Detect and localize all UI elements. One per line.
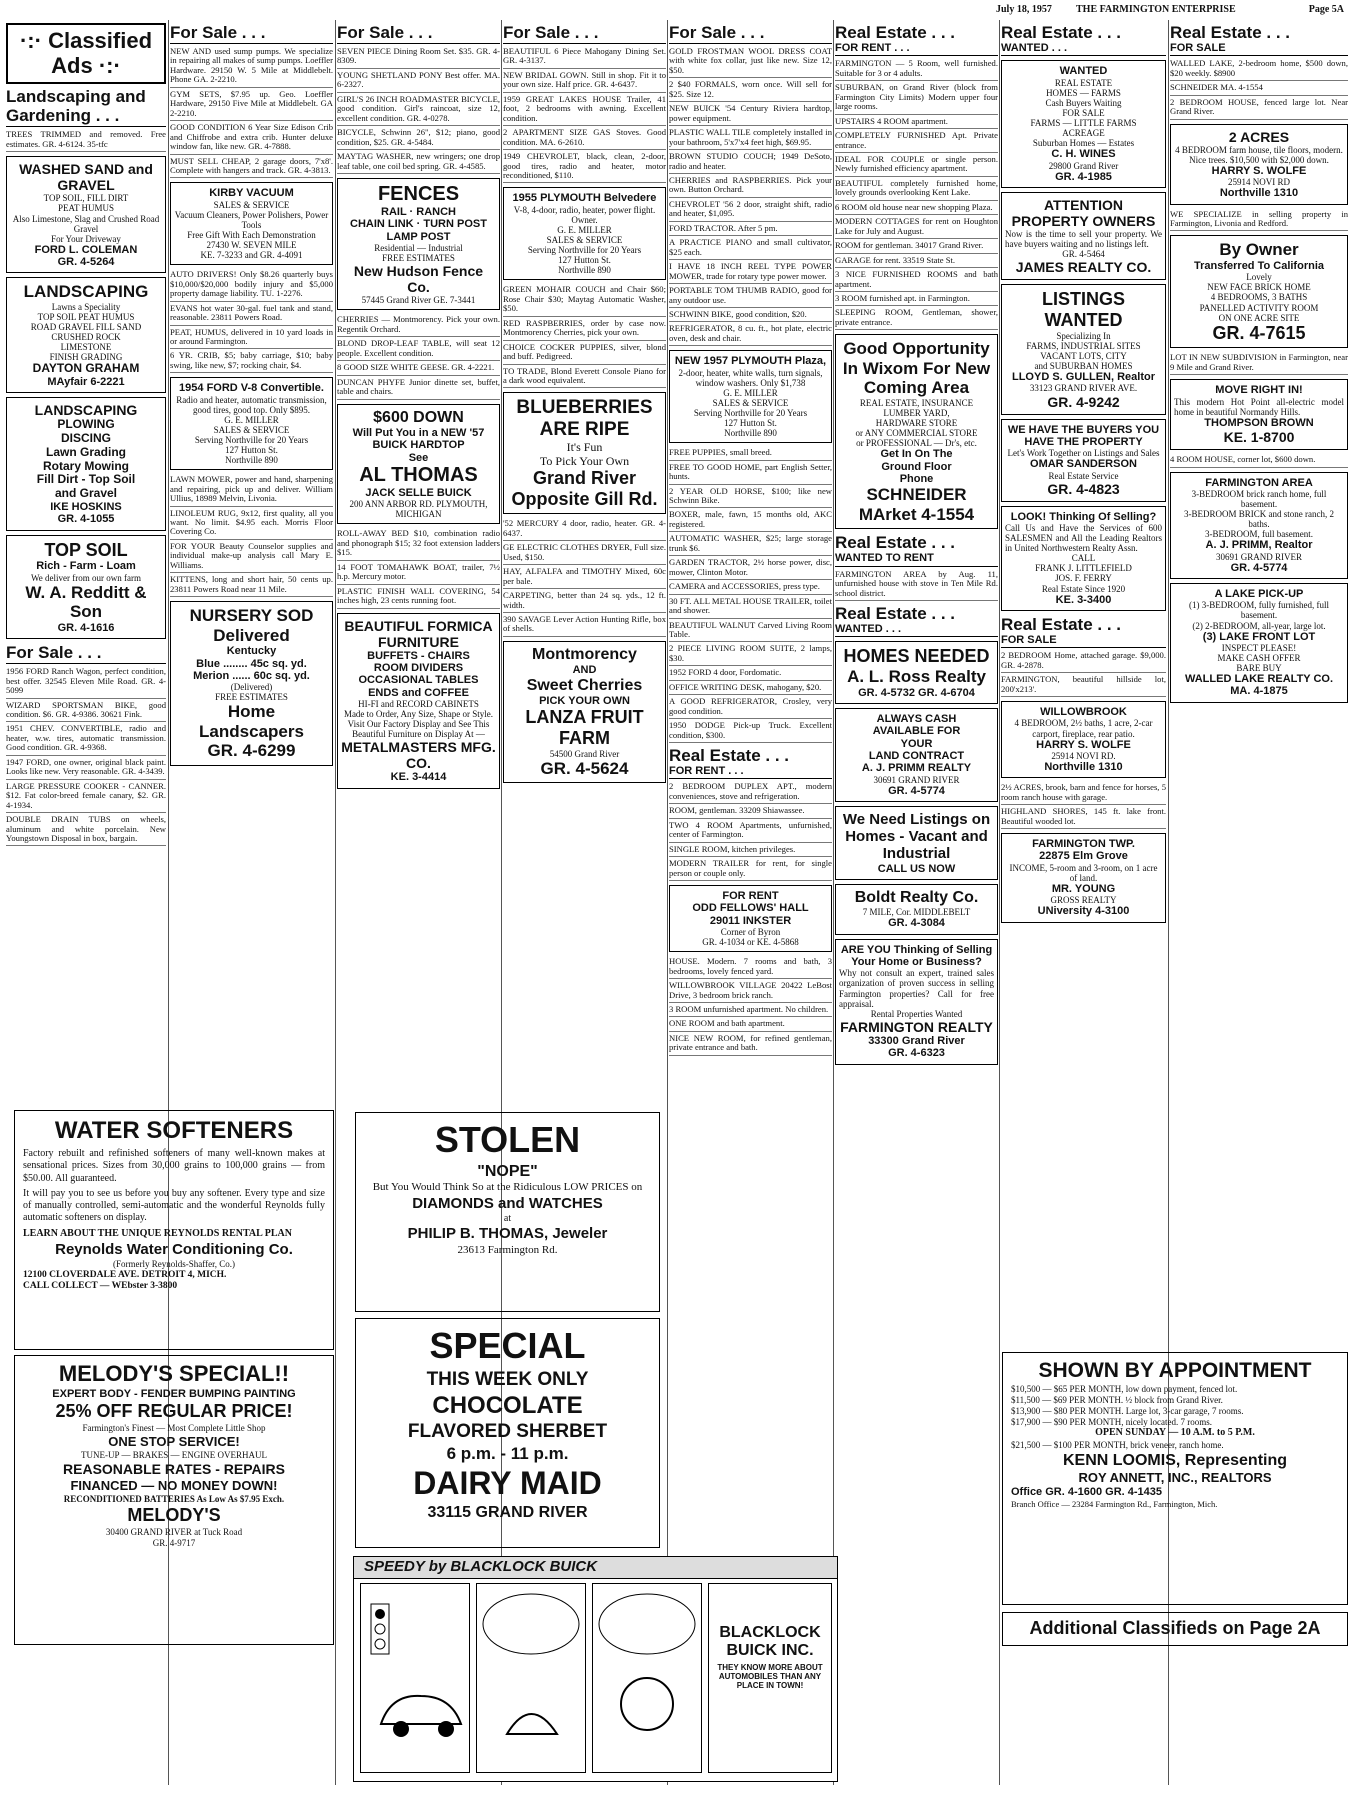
section-head-wanted: Real Estate . . . WANTED . . . — [835, 604, 998, 637]
speech-bubble-icon — [477, 1584, 585, 1772]
ad-item: NEW AND used sump pumps. We specialize in repairing all makes of sump pumps. Loeffler Hardware. 29150 W. 5 Mile at Middlebelt. Phone GA. 2-2210. — [170, 46, 333, 88]
section-head-forsale: Real Estate . . . FOR SALE — [1001, 615, 1166, 648]
column-rule — [833, 20, 834, 1785]
ad-item: GYM SETS, $7.95 up. Geo. Loeffler Hardware, 29150 Five Mile at Middlebelt. GA 2-2210. — [170, 89, 333, 121]
ad-item: GOOD CONDITION 6 Year Size Edison Crib and Chiffrobe and extra crib. Hunter deluxe window fan, like new. GR. 4-7888. — [170, 122, 333, 154]
column-rule — [999, 20, 1000, 1785]
ad-item: 6 YR. CRIB, $5; baby carriage, $10; baby swing, like new, $7; rocking chair, $4. — [170, 350, 333, 373]
ad-box-farmington-realty: ARE YOU Thinking of Selling Your Home or Business? Why not consult an expert, trained sales organization of proven success in selling Farmington properties? Call for free appraisal. Rental Properties Wanted FARMINGTON REALTY 33300 Grand River GR. 4-6323 — [835, 939, 998, 1065]
ad-item: FREE TO GOOD HOME, part English Setter, hunts. — [669, 462, 832, 485]
ad-item: CHERRIES — Montmorency. Pick your own. Regentik Orchard. — [337, 314, 500, 337]
ad-box-farmington-area: FARMINGTON AREA 3-BEDROOM brick ranch home, full basement. 3-BEDROOM BRICK and stone ranch, 2 baths. 3-BEDROOM, full basement. A. J. PRIMM, Realtor 30691 GRAND RIVER GR. 4-5774 — [1170, 472, 1348, 579]
ad-item: WE SPECIALIZE in selling property in Farmington, Livonia and Redford. — [1170, 209, 1348, 232]
ad-item: COMPLETELY FURNISHED Apt. Private entrance. — [835, 130, 998, 153]
header-date: July 18, 1957 — [996, 4, 1052, 15]
ad-item: 2 BEDROOM Home, attached garage. $9,000. GR. 4-2878. — [1001, 650, 1166, 673]
ad-box-plymouth57: NEW 1957 PLYMOUTH Plaza, 2-door, heater, white walls, turn signals, window washers. Only $1,738 G. E. MILLER SALES & SERVICE Serving Northville for 20 Years 127 Hutton St. Northville 890 — [669, 350, 832, 443]
water-plan: LEARN ABOUT THE UNIQUE REYNOLDS RENTAL PLAN — [23, 1228, 292, 1240]
ad-item: BOXER, male, fawn, 15 months old, AKC registered. — [669, 509, 832, 532]
comic-panel — [476, 1583, 586, 1773]
ad-item: TWO 4 ROOM Apartments, unfurnished, center of Farmington. — [669, 820, 832, 843]
ad-box-buyers: WE HAVE THE BUYERS YOU HAVE THE PROPERTY Let's Work Together on Listings and Sales OMAR SANDERSON Real Estate Service GR. 4-4823 — [1001, 419, 1166, 502]
ad-item: FARMINGTON — 5 Room, well furnished. Suitable for 3 or 4 adults. — [835, 58, 998, 81]
water-addr: 12100 CLOVERDALE AVE. DETROIT 4, MICH. — [23, 1269, 227, 1280]
ad-item: CHERRIES and RASPBERRIES. Pick your own. Button Orchard. — [669, 175, 832, 198]
ad-item: A PRACTICE PIANO and small cultivator, $25 each. — [669, 237, 832, 260]
ad-item: 390 SAVAGE Lever Action Hunting Rifle, box of shells. — [503, 614, 666, 637]
ad-box-wines: WANTED REAL ESTATE HOMES — FARMS Cash Buyers Waiting FOR SALE FARMS — LITTLE FARMS ACREAGE Suburban Homes — Estates C. H. WINES 29800 Grand River GR. 4-1985 — [1001, 60, 1166, 188]
ad-item: GIRL'S 26 INCH ROADMASTER BICYCLE, good condition. Girl's raincoat, size 12, excellent condition. GR. 4-0278. — [337, 94, 500, 126]
section-head: Real Estate . . . FOR SALE — [1170, 23, 1348, 56]
ad-item: SCHNEIDER MA. 4-1554 — [1170, 82, 1348, 95]
column-2 — [170, 20, 333, 1070]
ad-item: 1952 FORD 4 door, Fordomatic. — [669, 667, 832, 680]
ad-item: AUTOMATIC WASHER, $25; large storage trunk $6. — [669, 533, 832, 556]
ad-box-attention: ATTENTION PROPERTY OWNERS Now is the time to sell your property. We have buyers waiting and no listings left. GR. 4-5464 JAMES REALTY CO. — [1001, 192, 1166, 281]
ad-item: 2 BEDROOM DUPLEX APT., modern conveniences, stove and refrigeration. — [669, 781, 832, 804]
ad-box-need-listings: We Need Listings on Homes - Vacant and Industrial CALL US NOW — [835, 806, 998, 880]
traffic-light-car-icon — [361, 1584, 469, 1772]
ad-box-buick: $600 DOWN Will Put You in a NEW '57 BUICK HARDTOP See AL THOMAS JACK SELLE BUICK 200 ANN ARBOR RD. PLYMOUTH, MICHIGAN — [337, 404, 500, 525]
ad-item: GARAGE for rent. 33519 State St. — [835, 255, 998, 268]
ad-box-nursery: NURSERY SOD Delivered Kentucky Blue ........ 45c sq. yd. Merion ...... 60c sq. yd. (Delivered) FREE ESTIMATES Home Landscapers GR. 4-6299 — [170, 601, 333, 766]
more-classifieds-notice: Additional Classifieds on Page 2A — [1002, 1612, 1348, 1646]
ad-item: MAYTAG WASHER, new wringers; one drop leaf table, one coil bed spring. GR. 4-4585. — [337, 151, 500, 174]
ad-stolen: STOLEN "NOPE" But You Would Think So at the Ridiculous LOW PRICES on DIAMONDS and WATCHES at PHILIP B. THOMAS, Jeweler 23613 Farmington Rd. — [355, 1112, 660, 1312]
ad-item: WILLOWBROOK VILLAGE 20422 LeBost Drive, 3 bedroom brick ranch. — [669, 980, 832, 1003]
ad-item: RED RASPBERRIES, order by case now. Montmorency Cherries, pick your own. — [503, 318, 666, 341]
ad-appointment: SHOWN BY APPOINTMENT $10,500 — $65 PER MONTH, low down payment, fenced lot. $11,500 — $69 PER MONTH. ½ block from Grand River. $13,900 — $80 PER MONTH. Large lot, 3-car garage, 7 rooms. $17,900 — $90 PER MONTH, nicely located. 7 rooms. OPEN SUNDAY — 10 A.M. to 5 P.M. $21,500 — $100 PER MONTH, brick veneer, ranch home. KENN LOOMIS, Representing ROY ANNETT, INC., REALTORS Office GR. 4-1600 GR. 4-1435 Branch Office — 23284 Farmington Rd., Farmington, Mich. — [1002, 1352, 1348, 1605]
ad-item: BROWN STUDIO COUCH; 1949 DeSoto, radio and heater. — [669, 151, 832, 174]
ad-item: '52 MERCURY 4 door, radio, heater. GR. 4-6437. — [503, 518, 666, 541]
ad-box-fences: FENCES RAIL · RANCH CHAIN LINK · TURN POST LAMP POST Residential — Industrial FREE ESTIMATES New Hudson Fence Co. 57445 Grand River GE. 7-3441 — [337, 178, 500, 310]
ad-box-ford: 1954 FORD V-8 Convertible. Radio and heater, automatic transmission, good tires, good top. Only $895. G. E. MILLER SALES & SERVICE Serving Northville for 20 Years 127 Hutton St. Northville 890 — [170, 377, 333, 470]
ad-item: 1950 DODGE Pick-up Truck. Excellent condition, $300. — [669, 720, 832, 743]
ad-item: 1956 FORD Ranch Wagon, perfect condition, best offer. 32545 Eleven Mile Road. GR. 4-5099 — [6, 666, 166, 698]
ad-item: DUNCAN PHYFE Junior dinette set, buffet, table and chairs. — [337, 377, 500, 400]
ad-item: HAY, ALFALFA and TIMOTHY Mixed, 60c per bale. — [503, 566, 666, 589]
ad-item: MODERN TRAILER for rent, for single person or couple only. — [669, 858, 832, 881]
ad-item: BEAUTIFUL 6 Piece Mahogany Dining Set. GR. 4-3137. — [503, 46, 666, 69]
header-page: Page 5A — [1308, 4, 1344, 15]
ad-item: FARMINGTON, beautiful hillside lot, 200'x213'. — [1001, 674, 1166, 697]
ad-box-by-owner: By Owner Transferred To California Lovely NEW FACE BRICK HOME 4 BEDROOMS, 3 BATHS PANELLED ACTIVITY ROOM ON ONE ACRE SITE GR. 4-7615 — [1170, 235, 1348, 348]
column-rule — [335, 20, 336, 1785]
column-5 — [669, 20, 832, 1510]
ad-box-cash: ALWAYS CASH AVAILABLE FOR YOUR LAND CONTRACT A. J. PRIMM REALTY 30691 GRAND RIVER GR. 4-5774 — [835, 708, 998, 802]
section-head: Real Estate . . . FOR RENT . . . — [835, 23, 998, 56]
ad-item: A GOOD REFRIGERATOR, Crosley, very good condition. — [669, 696, 832, 719]
ad-item: PORTABLE TOM THUMB RADIO, good for any outdoor use. — [669, 285, 832, 308]
ad-item: MODERN COTTAGES for rent on Houghton Lake for July and August. — [835, 216, 998, 239]
ad-item: ONE ROOM and bath apartment. — [669, 1018, 832, 1031]
ad-item: CARPETING, better than 24 sq. yds., 12 ft. width. — [503, 590, 666, 613]
ad-item: SEVEN PIECE Dining Room Set. $35. GR. 4-8309. — [337, 46, 500, 69]
ad-box-wixom: Good Opportunity In Wixom For New Coming Area REAL ESTATE, INSURANCE LUMBER YARD, HARDWARE STORE or ANY COMMERCIAL STORE or PROFESSIONAL — Dr's, etc. Get In On The Ground Floor Phone SCHNEIDER MArket 4-1554 — [835, 334, 998, 529]
comic-panel — [592, 1583, 702, 1773]
ad-item: 2 APARTMENT SIZE GAS Stoves. Good condition. MA. 6-2610. — [503, 127, 666, 150]
ad-box-farmington-twp: FARMINGTON TWP. 22875 Elm Grove INCOME, 5-room and 3-room, on 1 acre of land. MR. YOUNG GROSS REALTY UNiversity 4-3100 — [1001, 833, 1166, 922]
ad-box-sand: WASHED SAND and GRAVEL TOP SOIL, FILL DIRT PEAT HUMUS Also Limestone, Slag and Crushed Road Gravel For Your Driveway FORD L. COLEMAN GR. 4-5264 — [6, 156, 166, 273]
ad-box-boldt: Boldt Realty Co. 7 MILE, Cor. MIDDLEBELT GR. 4-3084 — [835, 884, 998, 935]
ad-item: OFFICE WRITING DESK, mahogany, $20. — [669, 682, 832, 695]
ad-item: CHEVROLET '56 2 door, straight shift, radio and heater, $1,095. — [669, 199, 832, 222]
ad-item: 1951 CHEV. CONVERTIBLE, radio and heater, w.w. tires, automatic transmission. Good condition. GR. 4-9368. — [6, 723, 166, 755]
ad-item: 3 NICE FURNISHED ROOMS and bath apartment. — [835, 269, 998, 292]
ad-item: 2 YEAR OLD HORSE, $100; like new Schwinn Bike. — [669, 486, 832, 509]
ad-box-hall: FOR RENT ODD FELLOWS' HALL 29011 INKSTER Corner of Byron GR. 4-1034 or KE. 4-5868 — [669, 885, 832, 952]
comic-strip — [353, 1556, 838, 1782]
ad-item: 1949 CHEVROLET, black, clean, 2-door, good tires, radio and heater, motor reconditioned, $110. — [503, 151, 666, 183]
ad-item: GOLD FROSTMAN WOOL DRESS COAT with white fox collar, just like new. Size 12, $50. — [669, 46, 832, 78]
column-3 — [337, 20, 500, 1070]
ad-item: CHOICE COCKER PUPPIES, silver, blond and buff. Pedigreed. — [503, 342, 666, 365]
ad-item: FARMINGTON AREA by Aug. 11, unfurnished house with stove in Ten Mile Rd. school district. — [835, 569, 998, 601]
ad-item: I HAVE 18 INCH REEL TYPE POWER MOWER, trade for rotary type power mower. — [669, 261, 832, 284]
ad-item: REFRIGERATOR, 8 cu. ft., hot plate, electric oven, desk and chair. — [669, 323, 832, 346]
ad-item: LOT IN NEW SUBDIVISION in Farmington, near 9 Mile and Grand River. — [1170, 352, 1348, 375]
ad-box-cherries: Montmorency AND Sweet Cherries PICK YOUR OWN LANZA FRUIT FARM 54500 Grand River GR. 4-5624 — [503, 641, 666, 783]
comic-panel — [708, 1583, 832, 1773]
ad-box-plowing: LANDSCAPING PLOWING DISCING Lawn Grading Rotary Mowing Fill Dirt - Top Soil and Gravel IKE HOSKINS GR. 4-1055 — [6, 397, 166, 531]
ad-item: MUST SELL CHEAP, 2 garage doors, 7'x8'. Complete with hangers and track. GR. 4-3813. — [170, 156, 333, 179]
column-6 — [835, 20, 998, 1785]
section-head: For Sale . . . — [503, 23, 666, 44]
ad-item: NEW BUICK '54 Century Riviera hardtop, power equipment. — [669, 103, 832, 126]
water-sub: (Formerly Reynolds-Shaffer, Co.) — [113, 1258, 235, 1269]
ad-box-kirby: KIRBY VACUUM SALES & SERVICE Vacuum Cleaners, Power Polishers, Power Tools Free Gift With Each Demonstration 27430 W. SEVEN MILE KE. 7-3233 and GR. 4-4091 — [170, 182, 333, 265]
ad-item: ROLL-AWAY BED $10, combination radio and phonograph $15; 32 foot extension ladders $15. — [337, 528, 500, 560]
ad-item: 2½ ACRES, brook, barn and fence for horses, 5 room ranch house with garage. — [1001, 782, 1166, 805]
ad-item: 1959 GREAT LAKES HOUSE Trailer, 41 foot, 2 bedrooms with awning. Excellent condition. — [503, 94, 666, 126]
ad-item: 6 ROOM old house near new shopping Plaza. — [835, 202, 998, 215]
ad-item: FOR YOUR Beauty Counselor supplies and individual make-up analysis call Mary E. Williams. — [170, 541, 333, 573]
ad-box-topsoil: TOP SOIL Rich - Farm - Loam We deliver from our own farm W. A. Redditt & Son GR. 4-1616 — [6, 535, 166, 639]
section-head: For Sale . . . — [337, 23, 500, 44]
ad-item: IDEAL FOR COUPLE or single person. Newly furnished efficiency apartment. — [835, 154, 998, 177]
ad-special: SPECIAL THIS WEEK ONLY CHOCOLATE FLAVORED SHERBET 6 p.m. - 11 p.m. DAIRY MAID 33115 GRAND RIVER — [355, 1318, 660, 1548]
ad-item: ROOM, gentleman. 33209 Shiawassee. — [669, 805, 832, 818]
ad-item: EVANS hot water 30-gal. fuel tank and stand, reasonable. 23811 Powers Road. — [170, 303, 333, 326]
ad-item: 3 ROOM unfurnished apartment. No children. — [669, 1004, 832, 1017]
section-head: Real Estate . . . WANTED . . . — [1001, 23, 1166, 56]
section-head-forrent: Real Estate . . . FOR RENT . . . — [669, 746, 832, 779]
ad-item: BEAUTIFUL completely furnished home, lovely grounds overlooking Kent Lake. — [835, 178, 998, 201]
ad-item: BLOND DROP-LEAF TABLE, will seat 12 people. Excellent condition. — [337, 338, 500, 361]
ad-item: 3 ROOM furnished apt. in Farmington. — [835, 293, 998, 306]
column-1 — [6, 20, 166, 1080]
ad-box-2acres: 2 ACRES 4 BEDROOM farm house, tile floors, modern. Nice trees. $10,500 with $2,000 down. HARRY S. WOLFE 25914 NOVI RD Northville 1310 — [1170, 124, 1348, 205]
comic-sign-sub: THEY KNOW MORE ABOUT AUTOMOBILES THAN ANY PLACE IN TOWN! — [717, 1662, 823, 1690]
ad-item: HIGHLAND SHORES, 145 ft. lake front. Beautiful wooded lot. — [1001, 806, 1166, 829]
ad-item: 2 PIECE LIVING ROOM SUITE, 2 lamps, $30. — [669, 643, 832, 666]
comic-title: SPEEDY by BLACKLOCK BUICK — [354, 1557, 837, 1579]
ad-item: NICE NEW ROOM, for refined gentleman, private entrance and bath. — [669, 1033, 832, 1056]
comic-panel — [360, 1583, 470, 1773]
ad-item: UPSTAIRS 4 ROOM apartment. — [835, 116, 998, 129]
ad-item: CAMERA and ACCESSORIES, press type. — [669, 581, 832, 594]
ad-item: 2 BEDROOM HOUSE, fenced large lot. Near Grand River. — [1170, 97, 1348, 120]
ad-item: FREE PUPPIES, small breed. — [669, 447, 832, 460]
ad-item: NEW BRIDAL GOWN. Still in shop. Fit it to your own size. Half price. GR. 4-6437. — [503, 70, 666, 93]
ad-item: FORD TRACTOR. After 5 pm. — [669, 223, 832, 236]
cloud-bubble-icon — [593, 1584, 701, 1772]
ad-item: SUBURBAN, on Grand River (block from Farmington City Limits) Modern upper four large rooms. — [835, 82, 998, 114]
ad-item: PLASTIC WALL TILE completely installed in your bathroom, 5'x7'x4 feet high, $69.95. — [669, 127, 832, 150]
water-call: CALL COLLECT — WEbster 3-3800 — [23, 1281, 178, 1292]
ad-item: TO TRADE, Blond Everett Console Piano for a dark wood equivalent. — [503, 366, 666, 389]
ad-box-plymouth55: 1955 PLYMOUTH Belvedere V-8, 4-door, radio, heater, power flight. Owner. G. E. MILLER SALES & SERVICE Serving Northville for 20 Years 127 Hutton St. Northville 890 — [503, 187, 666, 280]
ad-item: AUTO DRIVERS! Only $8.26 quarterly buys $10,000/$20,000 bodily injury and $5,000 property damage liability. TU. 1-2276. — [170, 269, 333, 301]
section-head: For Sale . . . — [170, 23, 333, 44]
ad-item: HOUSE. Modern. 7 rooms and bath, 3 bedrooms, lovely fenced yard. — [669, 956, 832, 979]
masthead-title: ·:· Classified Ads ·:· — [6, 23, 166, 84]
ad-item: GARDEN TRACTOR, 2½ horse power, disc, mower, Clinton Motor. — [669, 557, 832, 580]
section-head-wanted-rent: Real Estate . . . WANTED TO RENT — [835, 533, 998, 566]
ad-item: SINGLE ROOM, kitchen privileges. — [669, 844, 832, 857]
header-paper: THE FARMINGTON ENTERPRISE — [1076, 4, 1236, 15]
ad-item: TREES TRIMMED and removed. Free estimates. GR. 4-6124. 35-tfc — [6, 129, 166, 152]
ad-item: YOUNG SHETLAND PONY Best offer. MA. 6-2327. — [337, 70, 500, 93]
ad-item: SCHWINN BIKE, good condition, $20. — [669, 309, 832, 322]
ad-item: ROOM for gentleman. 34017 Grand River. — [835, 240, 998, 253]
ad-item: BEAUTIFUL WALNUT Carved Living Room Table. — [669, 620, 832, 643]
ad-item: 8 GOOD SIZE WHITE GEESE. GR. 4-2221. — [337, 362, 500, 375]
ad-item: PLASTIC FINISH WALL COVERING, 54 inches high, 23 cents running foot. — [337, 586, 500, 609]
section-head-forsale: For Sale . . . — [6, 643, 166, 664]
ad-item: GE ELECTRIC CLOTHES DRYER, Full size. Used, $150. — [503, 542, 666, 565]
ad-item: DOUBLE DRAIN TUBS on wheels, aluminum and white porcelain. New Youngstown Disposal in box, bargain. — [6, 814, 166, 846]
ad-item: 4 ROOM HOUSE, corner lot, $600 down. — [1170, 454, 1348, 467]
ad-item: WALLED LAKE, 2-bedroom home, $500 down, $20 weekly. $8900 — [1170, 58, 1348, 81]
ad-item: GREEN MOHAIR COUCH and Chair $60; Rose Chair $30; Maytag Automatic Washer, $50. — [503, 284, 666, 316]
ad-item: LINOLEUM RUG, 9x12, first quality, all you want. No limit. $4.95 each. Morris Floor Covering Co. — [170, 508, 333, 540]
column-4 — [503, 20, 666, 1070]
water-p2: It will pay you to see us before you buy any softener. Every type and size of manually controlled, semi-automatic and the wonderful Reynolds fully automatic softeners on display. — [23, 1187, 325, 1224]
ad-box-formica: BEAUTIFUL FORMICA FURNITURE BUFFETS - CHAIRS ROOM DIVIDERS OCCASIONAL TABLES ENDS and COFFEE HI-FI and RECORD CABINETS Made to Order, Any Size, Shape or Style. Visit Our Factory Display and See This Beautiful Furniture on Display At — METALMASTERS MFG. CO. KE. 3-4414 — [337, 613, 500, 789]
ad-box-homes-needed: HOMES NEEDED A. L. Ross Realty GR. 4-5732 GR. 4-6704 — [835, 641, 998, 704]
page-header — [996, 4, 1344, 18]
section-head: For Sale . . . — [669, 23, 832, 44]
water-p1: Factory rebuilt and refinished softeners of many well-known makes at sensational prices. Sizes from 30,000 grains to 100,000 grains — from $50.00. All guaranteed. — [23, 1148, 325, 1184]
ad-melodys: MELODY'S SPECIAL!! EXPERT BODY - FENDER BUMPING PAINTING 25% OFF REGULAR PRICE! Farmington's Finest — Most Complete Little Shop ONE STOP SERVICE! TUNE-UP — BRAKES — ENGINE OVERHAUL REASONABLE RATES - REPAIRS FINANCED — NO MONEY DOWN! RECONDITIONED BATTERIES As Low As $7.95 Exch. MELODY'S 30400 GRAND RIVER at Tuck Road GR. 4-9717 — [14, 1355, 334, 1645]
ad-item: LAWN MOWER, power and hand, sharpening and repairing, pick up and deliver. William Ullius, 18989 Melvin, Livonia. — [170, 474, 333, 506]
water-title: WATER SOFTENERS — [54, 1117, 294, 1144]
ad-item: WIZARD SPORTSMAN BIKE, good condition. $6. GR. 4-9386. 30621 Fink. — [6, 700, 166, 723]
ad-item: SLEEPING ROOM, Gentleman, shower, private entrance. — [835, 307, 998, 330]
ad-box-listings: LISTINGS WANTED Specializing In FARMS, INDUSTRIAL SITES VACANT LOTS, CITY and SUBURBAN HOMES LLOYD S. GULLEN, Realtor 33123 GRAND RIVER AVE. GR. 4-9242 — [1001, 284, 1166, 414]
ad-item: BICYCLE, Schwinn 26", $12; piano, good condition, $25. GR. 4-5484. — [337, 127, 500, 150]
ad-box-move-in: MOVE RIGHT IN! This modern Hot Point all-electric model home in beautiful Normandy Hills. THOMPSON BROWN KE. 1-8700 — [1170, 379, 1348, 450]
ad-item: PEAT, HUMUS, delivered in 10 yard loads in or around Farmington. — [170, 327, 333, 350]
water-name: Reynolds Water Conditioning Co. — [55, 1240, 293, 1258]
ad-item: LARGE PRESSURE COOKER - CANNER. $12. Fat color-breed female canary, $2. GR. 4-1934. — [6, 781, 166, 813]
ad-item: 1947 FORD, one owner, original black paint. Looks like new. Very reasonable. GR. 4-3439. — [6, 757, 166, 780]
ad-item: 30 FT. ALL METAL HOUSE TRAILER, toilet and shower. — [669, 596, 832, 619]
ad-item: KITTENS, long and short hair, 50 cents up. 23811 Powers Road near 11 Mile. — [170, 574, 333, 597]
column-rule — [667, 20, 668, 1785]
ad-box-blueberries: BLUEBERRIES ARE RIPE It's Fun To Pick Your Own Grand River Opposite Gill Rd. — [503, 392, 666, 514]
comic-sign: BLACKLOCK BUICK INC. — [719, 1624, 821, 1659]
ad-box-lake: A LAKE PICK-UP (1) 3-BEDROOM, fully furnished, full basement. (2) 2-BEDROOM, all-year, large lot. (3) LAKE FRONT LOT INSPECT PLEASE! MAKE CASH OFFER BARE BUY WALLED LAKE REALTY CO. MA. 4-1875 — [1170, 583, 1348, 703]
column-8 — [1170, 20, 1348, 1365]
ad-box-landscaping: LANDSCAPING Lawns a Speciality TOP SOIL PEAT HUMUS ROAD GRAVEL FILL SAND CRUSHED ROCK LIMESTONE FINISH GRADING DAYTON GRAHAM MAyfair 6-2221 — [6, 277, 166, 393]
ad-box-look: LOOK! Thinking Of Selling? Call Us and Have the Services of 600 SALESMEN and All the Leading Realtors in United Northwestern Realty Assn. CALL FRANK J. LITTLEFIELD JOS. F. FERRY Real Estate Since 1920 KE. 3-3400 — [1001, 506, 1166, 611]
ad-item: 14 FOOT TOMAHAWK BOAT, trailer, 7½ h.p. Mercury motor. — [337, 562, 500, 585]
ad-water-softeners — [14, 1110, 334, 1350]
ad-item: 2 $40 FORMALS, worn once. Will sell for $25. Size 12. — [669, 79, 832, 102]
ad-box-willowbrook: WILLOWBROOK 4 BEDROOM, 2½ baths, 1 acre, 2-car carport, fireplace, rear patio. HARRY S. WOLFE 25914 NOVI RD. Northville 1310 — [1001, 701, 1166, 778]
section-head-landscaping: Landscaping and Gardening . . . — [6, 87, 166, 127]
